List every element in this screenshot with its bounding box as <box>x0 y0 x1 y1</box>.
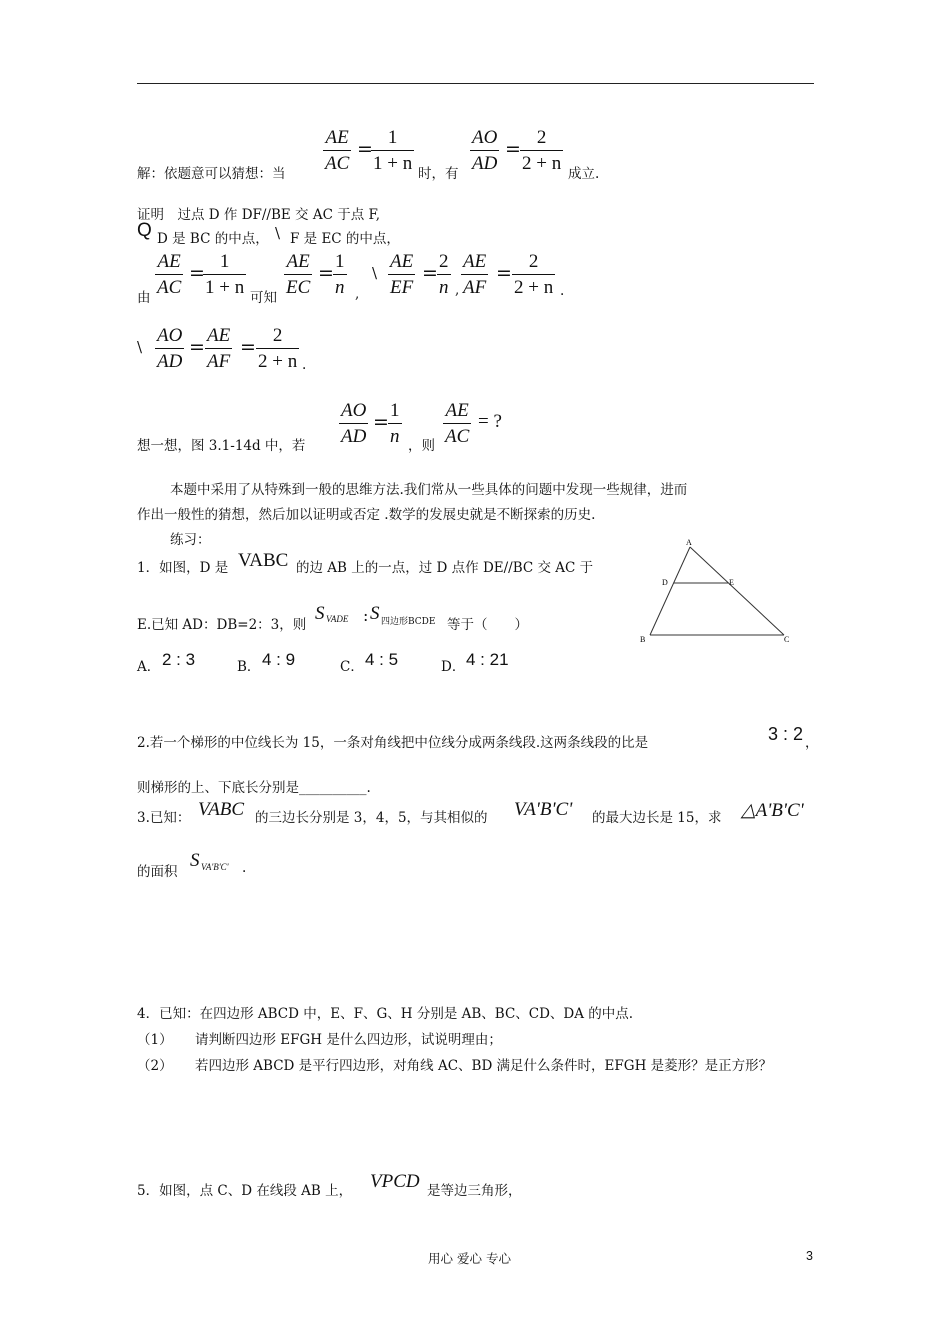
label-d: D <box>662 578 668 587</box>
q1-text-b: 的边 AB 上的一点，过 D 点作 DE//BC 交 AC 于 <box>296 560 594 576</box>
q3-area-sub: VA'B'C' <box>201 862 229 872</box>
proof-l3-prefix: 由 <box>137 290 151 306</box>
equals-sign: = <box>422 262 438 284</box>
q3-text-a: 3.已知： <box>137 810 191 826</box>
q1-option-letter: D． <box>441 659 466 675</box>
think-fraction <box>388 400 402 448</box>
fraction-denominator: EF <box>390 277 414 298</box>
q5-text-b: 是等边三角形， <box>427 1183 522 1199</box>
comma: , <box>355 286 360 302</box>
q1-area-quad: S <box>370 603 380 624</box>
header-rule <box>137 83 814 84</box>
q2-comma: ， <box>805 735 819 751</box>
solution-prefix: 解：依题意可以猜想：当 <box>137 166 286 182</box>
think-mid: ，则 <box>408 438 435 454</box>
fraction-numerator: AE <box>463 251 487 272</box>
fraction-denominator: AC <box>445 426 470 447</box>
q4-item2: 若四边形 ABCD 是平行四边形，对角线 AC、BD 满足什么条件时，EFGH 是菱形？是正方形？ <box>195 1058 773 1074</box>
equals-sign: = <box>240 336 256 358</box>
proof-fraction <box>437 251 451 299</box>
q1-option-value: 4 : 21 <box>466 650 509 669</box>
proof-fraction <box>333 251 347 299</box>
q1-option-letter: A． <box>137 659 161 675</box>
q2-ratio: 3 : 2 <box>768 724 804 744</box>
fraction-numerator: AE <box>286 251 310 272</box>
label-e: E <box>729 578 734 587</box>
fraction-denominator: AF <box>463 277 487 298</box>
equals-sign: = <box>505 138 521 160</box>
paragraph-line1: 本题中采用了从特殊到一般的思维方法.我们常从一些具体的问题中发现一些规律，进而 <box>170 482 688 498</box>
period: . <box>302 357 307 373</box>
q1-area-ade: S <box>315 603 325 624</box>
fraction-denominator: 2 + n <box>514 277 554 298</box>
q1-option-letter: B． <box>237 659 261 675</box>
footer-text: 用心 爱心 专心 <box>428 1251 511 1266</box>
fraction-numerator: AE <box>207 325 231 346</box>
q3-triangle-abc: VABC <box>198 799 245 820</box>
label-a: A <box>686 538 692 547</box>
proof-fraction <box>205 325 232 373</box>
proof-l3-mid: 可知 <box>250 290 277 306</box>
solution-suffix: 成立. <box>568 166 600 182</box>
q1-triangle-figure <box>636 537 796 649</box>
therefore-symbol: \ <box>137 338 143 356</box>
therefore-symbol: \ <box>275 224 281 242</box>
label-b: B <box>640 635 646 644</box>
q1-option-letter: C． <box>340 659 364 675</box>
solution-fraction-ae-ac <box>323 127 351 175</box>
q2-text-b: 则梯形的上、下底长分别是__________. <box>137 780 371 796</box>
page-number: 3 <box>806 1249 813 1263</box>
q1-option-value: 4 : 5 <box>365 650 399 669</box>
proof-fraction <box>388 251 415 299</box>
paragraph-line2: 作出一般性的猜想，然后加以证明或否定 .数学的发展史就是不断探索的历史. <box>137 507 596 523</box>
solution-fraction-ao-ad <box>470 127 499 175</box>
proof-fraction <box>256 325 299 373</box>
fraction-numerator: AO <box>341 400 367 421</box>
fraction-denominator: 1 + n <box>373 153 413 174</box>
q3-text-c: 的最大边长是 15，求 <box>592 810 722 826</box>
q1-area-quad-sub: 四边形BCDE <box>381 617 436 627</box>
q1-option-value: 4 : 9 <box>262 650 296 669</box>
q4-item2-num: （2） <box>137 1058 173 1074</box>
q4-item1: 请判断四边形 EFGH 是什么四边形，试说明理由； <box>195 1032 502 1048</box>
fraction-denominator: n <box>390 426 400 447</box>
equals-sign: = <box>373 411 389 433</box>
q3-area: S <box>190 850 200 871</box>
proof-fraction <box>155 325 184 373</box>
q1-colon: : <box>363 606 369 625</box>
q3-text-d: 的面积 <box>137 864 178 880</box>
fraction-denominator: 1 + n <box>205 277 245 298</box>
fraction-numerator: 2 <box>536 127 547 148</box>
q1-text-a: 1．如图，D 是 <box>137 560 229 576</box>
equals-sign: = <box>496 262 512 284</box>
proof-fraction <box>155 251 183 299</box>
fraction-numerator: 2 <box>528 251 539 272</box>
q3-triangle-a1b1c1: VA'B'C' <box>514 799 573 820</box>
fraction-numerator: 2 <box>439 251 449 272</box>
fraction-numerator: 1 <box>335 251 345 272</box>
fraction-numerator: AE <box>390 251 414 272</box>
equals-sign: = <box>357 138 373 160</box>
q3-text-e: . <box>242 860 247 876</box>
q5-text-a: 5．如图，点 C、D 在线段 AB 上， <box>137 1183 353 1199</box>
fraction-denominator: 2 + n <box>258 351 298 372</box>
fraction-denominator: 2 + n <box>522 153 562 174</box>
label-c: C <box>784 635 790 644</box>
fraction-numerator: AE <box>157 251 181 272</box>
proof-fraction <box>284 251 312 299</box>
proof-fraction <box>512 251 555 299</box>
proof-fraction <box>203 251 246 299</box>
fraction-numerator: AE <box>325 127 349 148</box>
fraction-numerator: 1 <box>219 251 230 272</box>
proof-line2b: F 是 EC 的中点， <box>290 231 400 247</box>
think-fraction <box>443 400 471 448</box>
practice-heading: 练习： <box>170 532 211 548</box>
side-ac <box>690 547 784 635</box>
q3-triangle-a1b1c1-2: △A'B'C' <box>741 800 804 821</box>
think-fraction <box>339 400 368 448</box>
fraction-numerator: 1 <box>390 400 400 421</box>
q4-item1-num: （1） <box>137 1032 173 1048</box>
q3-text-b: 的三边长分别是 3，4，5，与其相似的 <box>255 810 488 826</box>
fraction-denominator: AF <box>207 351 231 372</box>
therefore-symbol: \ <box>372 264 378 282</box>
fraction-denominator: AD <box>341 426 367 447</box>
fraction-denominator: AD <box>157 351 183 372</box>
fraction-denominator: AC <box>325 153 350 174</box>
proof-fraction <box>461 251 488 299</box>
fraction-denominator: n <box>439 277 449 298</box>
fraction-numerator: 1 <box>387 127 398 148</box>
side-ab <box>650 547 690 635</box>
equals-sign: = <box>189 336 205 358</box>
solution-mid: 时，有 <box>418 166 459 182</box>
period: . <box>560 283 565 299</box>
solution-fraction-1-over-1n <box>371 127 414 175</box>
because-symbol: Q <box>137 220 152 241</box>
fraction-denominator: n <box>335 277 345 298</box>
proof-line1: 证明 过点 D 作 DF//BE 交 AC 于点 F, <box>137 207 381 223</box>
q1-triangle: VABC <box>238 550 289 571</box>
q1-text-d: 等于（ ） <box>447 617 528 633</box>
equals-sign: = <box>318 262 334 284</box>
q1-text-c: E.已知 AD：DB=2：3，则 <box>137 617 307 633</box>
fraction-denominator: AC <box>157 277 182 298</box>
q5-triangle: VPCD <box>370 1171 420 1192</box>
comma: , <box>455 282 460 298</box>
fraction-numerator: 2 <box>272 325 283 346</box>
q2-text-a: 2.若一个梯形的中位线长为 15，一条对角线把中位线分成两条线段.这两条线段的比是 <box>137 735 649 751</box>
fraction-numerator: AE <box>445 400 469 421</box>
think-prefix: 想一想，图 3.1-14d 中，若 <box>137 438 306 454</box>
q1-area-ade-sub: VADE <box>326 614 349 624</box>
think-question: = ? <box>478 411 502 432</box>
fraction-numerator: AO <box>472 127 498 148</box>
proof-line2: D 是 BC 的中点， <box>157 231 269 247</box>
q1-option-value: 2 : 3 <box>162 650 196 669</box>
equals-sign: = <box>189 262 205 284</box>
fraction-denominator: EC <box>286 277 311 298</box>
fraction-numerator: AO <box>157 325 183 346</box>
fraction-denominator: AD <box>472 153 498 174</box>
solution-fraction-2-over-2n <box>520 127 563 175</box>
q4-text-a: 4．已知：在四边形 ABCD 中，E、F、G、H 分别是 AB、BC、CD、DA 的中点. <box>137 1006 634 1022</box>
